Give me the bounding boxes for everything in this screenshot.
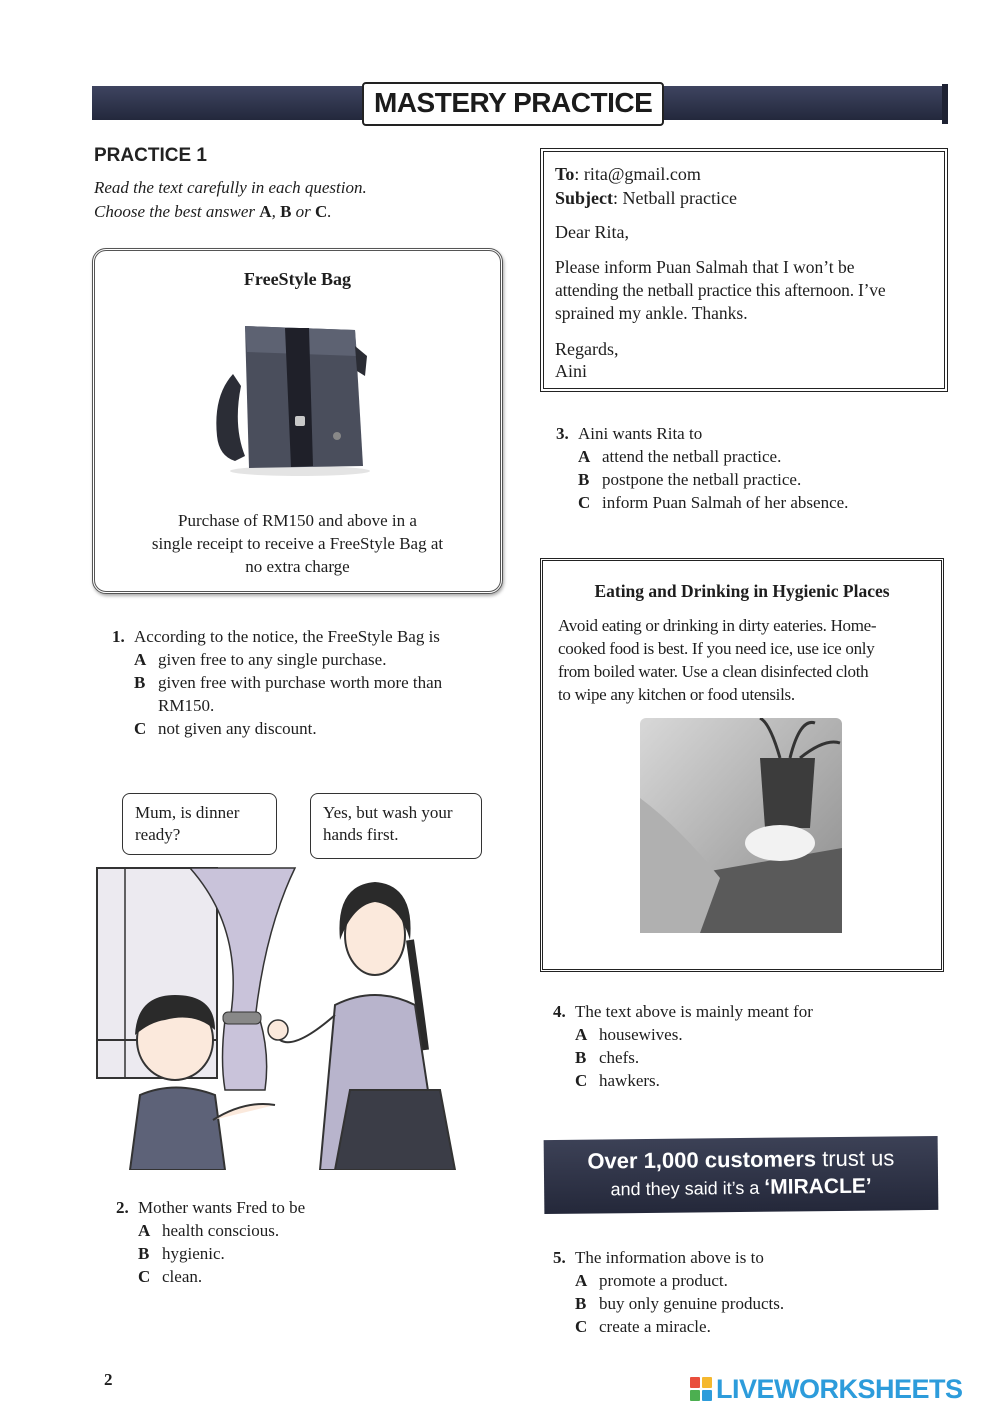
bag-notice-text (95, 509, 500, 578)
question-1-option-c[interactable] (112, 717, 512, 740)
question-3-option-a[interactable] (556, 445, 936, 468)
email-header (555, 162, 737, 210)
question-1 (112, 625, 512, 740)
hygiene-title: Eating and Drinking in Hygienic Places (594, 581, 890, 601)
option-text: attend the netball practice. (602, 447, 782, 466)
question-1-number: 1. (112, 627, 125, 646)
bag-notice-line-1: Purchase of RM150 and above in a (178, 511, 417, 530)
page-number: 2 (104, 1370, 113, 1389)
question-5-option-a[interactable] (553, 1269, 933, 1292)
option-text: clean. (162, 1267, 203, 1286)
question-3-stem (556, 422, 936, 445)
liveworksheets-logo (690, 1374, 963, 1406)
bubble-mother-line-2: hands first. (323, 825, 399, 844)
option-letter: A (134, 650, 147, 669)
question-5 (553, 1246, 933, 1338)
option-letter: C (575, 1071, 588, 1090)
question-4-number: 4. (553, 1002, 566, 1021)
question-2-number: 2. (116, 1198, 129, 1217)
question-3-number: 3. (556, 424, 569, 443)
option-letter: B (138, 1244, 150, 1263)
question-1-text: According to the notice, the FreeStyle Bag is (134, 627, 440, 646)
bubble-mother-line-1: Yes, but wash your (323, 803, 453, 822)
question-5-option-b[interactable] (553, 1292, 933, 1315)
bag-image (205, 316, 385, 481)
email-to-value: : rita@gmail.com (574, 164, 701, 184)
email-body-line-2: attending the netball practice this afternoon. I’ve (555, 280, 886, 300)
email-signoff (555, 338, 618, 382)
option-letter: B (578, 470, 590, 489)
option-text: health conscious. (162, 1221, 280, 1240)
separator: or (291, 202, 316, 221)
question-2-option-c[interactable] (116, 1265, 516, 1288)
option-text: housewives. (599, 1025, 683, 1044)
separator: , (271, 202, 281, 221)
hygiene-line-2: cooked food is best. If you need ice, use ice only (558, 639, 875, 658)
hygiene-line-4: to wipe any kitchen or food utensils. (558, 685, 795, 704)
option-letter: B (575, 1048, 587, 1067)
choice-c-label: C (315, 202, 328, 221)
question-4-option-a[interactable] (553, 1023, 933, 1046)
email-to-label: To (555, 164, 575, 184)
question-1-option-a[interactable] (112, 648, 512, 671)
option-text: hawkers. (599, 1071, 660, 1090)
question-2-option-b[interactable] (116, 1242, 516, 1265)
email-subject-value: : Netball practice (613, 188, 737, 208)
question-4-text: The text above is mainly meant for (575, 1002, 813, 1021)
option-letter: A (138, 1221, 151, 1240)
banner-edge (942, 84, 948, 124)
email-subject-label: Subject (555, 188, 613, 208)
hygiene-photo (640, 718, 842, 933)
practice-instructions (94, 176, 367, 224)
option-text: RM150. (158, 696, 215, 715)
option-text: not given any discount. (158, 719, 317, 738)
hygiene-line-3: from boiled water. Use a clean disinfected cloth (558, 662, 869, 681)
email-body (555, 256, 937, 325)
option-letter: A (575, 1025, 588, 1044)
option-letter: C (578, 493, 591, 512)
option-text: given free with purchase worth more than (158, 673, 443, 692)
separator: . (327, 202, 332, 221)
miracle-ad (544, 1136, 939, 1214)
question-2-text: Mother wants Fred to be (138, 1198, 306, 1217)
ad-line-2 (544, 1172, 938, 1204)
question-2-stem (116, 1196, 516, 1219)
email-body-line-1: Please inform Puan Salmah that I won’t be (555, 257, 855, 277)
hygiene-notice (540, 558, 944, 972)
banner-title: MASTERY PRACTICE (362, 82, 664, 126)
question-5-stem (553, 1246, 933, 1269)
ad-line-1-bold: Over 1,000 customers (587, 1146, 817, 1174)
bubble-boy-line-2: ready? (135, 825, 181, 844)
email-subject (555, 186, 737, 210)
option-text: postpone the netball practice. (602, 470, 802, 489)
question-5-text: The information above is to (575, 1248, 764, 1267)
question-5-option-c[interactable] (553, 1315, 933, 1338)
option-text: buy only genuine products. (599, 1294, 785, 1313)
option-text: given free to any single purchase. (158, 650, 387, 669)
email-signature: Aini (555, 361, 588, 381)
ad-line-2-bold: ‘MIRACLE’ (764, 1174, 872, 1199)
option-text: hygienic. (162, 1244, 225, 1263)
instruction-line-2 (94, 200, 367, 224)
bag-notice (92, 248, 503, 594)
hygiene-body (558, 614, 933, 706)
email-body-line-3: sprained my ankle. Thanks. (555, 303, 748, 323)
option-letter: C (138, 1267, 151, 1286)
bag-notice-title: FreeStyle Bag (243, 269, 352, 289)
liveworksheets-logo-text: LIVEWORKSHEETS (716, 1374, 963, 1404)
speech-bubble-mother (310, 793, 482, 859)
email-greeting: Dear Rita, (555, 222, 629, 242)
bubble-boy-line-1: Mum, is dinner (135, 803, 240, 822)
question-1-option-b[interactable] (112, 671, 512, 694)
option-letter: A (575, 1271, 588, 1290)
question-3-option-b[interactable] (556, 468, 936, 491)
bag-notice-line-2: single receipt to receive a FreeStyle Bag at (151, 534, 444, 553)
question-1-stem (112, 625, 512, 648)
option-letter: B (134, 673, 146, 692)
question-3 (556, 422, 936, 514)
speech-bubble-boy (122, 793, 277, 855)
instruction-line-1: Read the text carefully in each question. (94, 178, 367, 197)
question-2-option-a[interactable] (116, 1219, 516, 1242)
option-text: chefs. (599, 1048, 640, 1067)
email-box (540, 148, 948, 392)
email-to (555, 162, 737, 186)
question-1-option-b-cont[interactable] (112, 694, 512, 717)
instruction-prefix: Choose the best answer (94, 202, 260, 221)
hygiene-line-1: Avoid eating or drinking in dirty eateries. Home- (558, 616, 877, 635)
question-3-text: Aini wants Rita to (578, 424, 703, 443)
option-letter: C (134, 719, 147, 738)
option-letter: A (578, 447, 591, 466)
choice-b-label: B (280, 202, 292, 221)
ad-line-1 (544, 1144, 938, 1176)
ad-line-2-prefix: and they said it’s a (610, 1177, 765, 1200)
practice-heading: PRACTICE 1 (94, 145, 207, 166)
question-4 (553, 1000, 933, 1092)
question-4-option-c[interactable] (553, 1069, 933, 1092)
question-5-number: 5. (553, 1248, 566, 1267)
option-letter: C (575, 1317, 588, 1336)
option-text: promote a product. (599, 1271, 728, 1290)
ad-line-1-rest: trust us (815, 1145, 895, 1172)
option-text: inform Puan Salmah of her absence. (602, 493, 849, 512)
email-closing: Regards, (555, 339, 619, 359)
option-letter: B (575, 1294, 587, 1313)
question-2 (116, 1196, 516, 1288)
option-text: create a miracle. (599, 1317, 711, 1336)
question-4-option-b[interactable] (553, 1046, 933, 1069)
question-4-stem (553, 1000, 933, 1023)
bag-notice-line-3: no extra charge (245, 557, 350, 576)
question-3-option-c[interactable] (556, 491, 936, 514)
liveworksheets-logo-icon (690, 1377, 712, 1401)
choice-a-label: A (259, 202, 272, 221)
